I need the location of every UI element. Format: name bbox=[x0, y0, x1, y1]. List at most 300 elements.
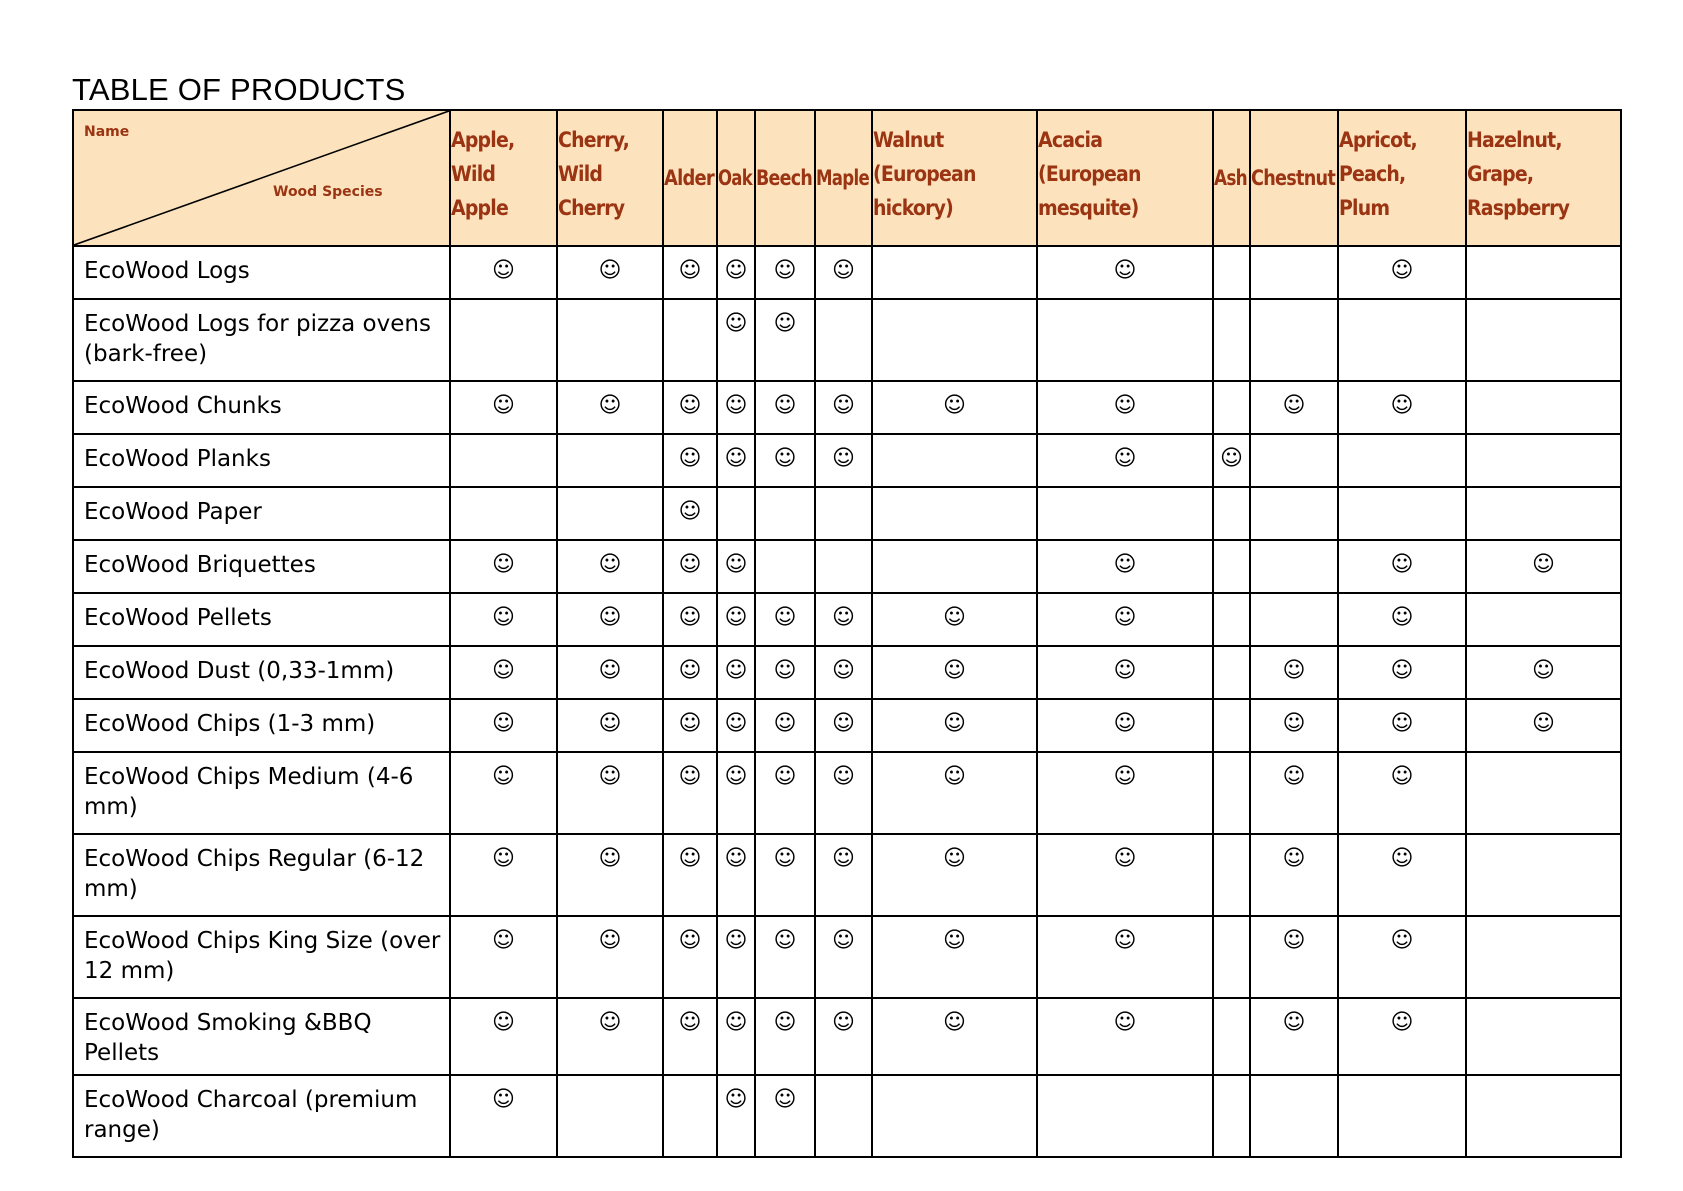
availability-cell bbox=[1037, 381, 1213, 434]
table-row bbox=[73, 593, 1621, 646]
availability-cell bbox=[755, 434, 815, 487]
column-header-label: Walnut (European hickory) bbox=[873, 128, 976, 220]
availability-cell bbox=[450, 299, 557, 381]
smiley-icon: ☺ bbox=[832, 1010, 855, 1035]
smiley-icon: ☺ bbox=[832, 846, 855, 871]
availability-cell bbox=[872, 381, 1037, 434]
smiley-icon: ☺ bbox=[832, 258, 855, 283]
corner-header-cell bbox=[73, 110, 450, 246]
page-title: TABLE OF PRODUCTS bbox=[72, 72, 406, 107]
column-header bbox=[450, 110, 557, 246]
availability-cell bbox=[1213, 540, 1250, 593]
availability-cell bbox=[1213, 699, 1250, 752]
smiley-icon: ☺ bbox=[943, 711, 966, 736]
smiley-icon: ☺ bbox=[724, 605, 748, 630]
smiley-icon: ☺ bbox=[832, 764, 855, 789]
smiley-icon: ☺ bbox=[1113, 258, 1137, 283]
smiley-icon: ☺ bbox=[1390, 258, 1414, 283]
availability-cell bbox=[663, 916, 717, 998]
smiley-icon: ☺ bbox=[1390, 552, 1414, 577]
column-header bbox=[755, 110, 815, 246]
corner-row-header-label: Name bbox=[84, 124, 130, 140]
column-header bbox=[1250, 110, 1338, 246]
diagonal-divider bbox=[74, 111, 449, 245]
availability-cell bbox=[557, 1075, 663, 1157]
smiley-icon: ☺ bbox=[773, 446, 797, 471]
availability-cell bbox=[557, 381, 663, 434]
availability-cell bbox=[1250, 381, 1338, 434]
availability-cell bbox=[872, 246, 1037, 299]
availability-cell bbox=[1250, 434, 1338, 487]
smiley-icon: ☺ bbox=[1282, 764, 1306, 789]
column-header-label: Chestnut bbox=[1251, 166, 1336, 190]
availability-cell bbox=[1250, 593, 1338, 646]
smiley-icon: ☺ bbox=[598, 393, 622, 418]
table-row bbox=[73, 646, 1621, 699]
smiley-icon: ☺ bbox=[724, 846, 748, 871]
product-name-cell: EcoWood Planks bbox=[73, 434, 450, 487]
availability-cell bbox=[663, 699, 717, 752]
header-row bbox=[73, 110, 1621, 246]
smiley-icon: ☺ bbox=[492, 658, 515, 683]
smiley-icon: ☺ bbox=[724, 711, 748, 736]
availability-cell bbox=[872, 487, 1037, 540]
smiley-icon: ☺ bbox=[1390, 846, 1414, 871]
smiley-icon: ☺ bbox=[1282, 658, 1306, 683]
table-row bbox=[73, 699, 1621, 752]
availability-cell bbox=[1213, 434, 1250, 487]
availability-cell bbox=[1037, 593, 1213, 646]
smiley-icon: ☺ bbox=[1282, 393, 1306, 418]
smiley-icon: ☺ bbox=[773, 393, 797, 418]
availability-cell bbox=[1466, 487, 1621, 540]
availability-cell bbox=[815, 916, 872, 998]
availability-cell bbox=[1338, 916, 1466, 998]
column-header bbox=[1213, 110, 1250, 246]
availability-cell bbox=[1250, 998, 1338, 1075]
availability-cell bbox=[755, 646, 815, 699]
product-name-cell: EcoWood Charcoal (premium range) bbox=[73, 1075, 450, 1157]
smiley-icon: ☺ bbox=[492, 1087, 515, 1112]
availability-cell bbox=[663, 998, 717, 1075]
smiley-icon: ☺ bbox=[832, 393, 855, 418]
column-header-label: Maple bbox=[816, 166, 870, 190]
smiley-icon: ☺ bbox=[1113, 605, 1137, 630]
availability-cell bbox=[663, 434, 717, 487]
table-body bbox=[73, 246, 1621, 1157]
smiley-icon: ☺ bbox=[1390, 605, 1414, 630]
smiley-icon: ☺ bbox=[943, 846, 966, 871]
product-name-cell: EcoWood Chips King Size (over 12 mm) bbox=[73, 916, 450, 998]
smiley-icon: ☺ bbox=[773, 928, 797, 953]
smiley-icon: ☺ bbox=[1390, 711, 1414, 736]
availability-cell bbox=[1250, 246, 1338, 299]
availability-cell bbox=[815, 998, 872, 1075]
smiley-icon: ☺ bbox=[724, 1010, 748, 1035]
smiley-icon: ☺ bbox=[678, 846, 702, 871]
column-header-label: Ash bbox=[1214, 166, 1247, 190]
smiley-icon: ☺ bbox=[678, 499, 702, 524]
availability-cell bbox=[663, 1075, 717, 1157]
availability-cell bbox=[755, 752, 815, 834]
availability-cell bbox=[1250, 299, 1338, 381]
smiley-icon: ☺ bbox=[678, 711, 702, 736]
availability-cell bbox=[815, 834, 872, 916]
smiley-icon: ☺ bbox=[724, 393, 748, 418]
availability-cell bbox=[1213, 487, 1250, 540]
availability-cell bbox=[717, 593, 755, 646]
availability-cell bbox=[1338, 646, 1466, 699]
availability-cell bbox=[557, 752, 663, 834]
column-header-label: Apple, Wild Apple bbox=[451, 128, 515, 220]
column-header-label: Cherry, Wild Cherry bbox=[558, 128, 630, 220]
availability-cell bbox=[450, 246, 557, 299]
table-row bbox=[73, 434, 1621, 487]
availability-cell bbox=[717, 299, 755, 381]
availability-cell bbox=[1037, 646, 1213, 699]
availability-cell bbox=[755, 299, 815, 381]
product-name-cell: EcoWood Pellets bbox=[73, 593, 450, 646]
availability-cell bbox=[663, 593, 717, 646]
availability-cell bbox=[1466, 646, 1621, 699]
availability-cell bbox=[755, 998, 815, 1075]
table-row bbox=[73, 998, 1621, 1075]
availability-cell bbox=[755, 246, 815, 299]
column-header-label: Apricot, Peach, Plum bbox=[1339, 128, 1417, 220]
availability-cell bbox=[717, 699, 755, 752]
smiley-icon: ☺ bbox=[773, 1087, 797, 1112]
availability-cell bbox=[1213, 834, 1250, 916]
smiley-icon: ☺ bbox=[678, 258, 702, 283]
product-name-cell: EcoWood Chips (1-3 mm) bbox=[73, 699, 450, 752]
availability-cell bbox=[755, 593, 815, 646]
smiley-icon: ☺ bbox=[832, 711, 855, 736]
availability-cell bbox=[815, 487, 872, 540]
smiley-icon: ☺ bbox=[943, 658, 966, 683]
availability-cell bbox=[663, 646, 717, 699]
smiley-icon: ☺ bbox=[943, 605, 966, 630]
availability-cell bbox=[450, 916, 557, 998]
availability-cell bbox=[872, 916, 1037, 998]
availability-cell bbox=[557, 834, 663, 916]
table-row bbox=[73, 487, 1621, 540]
availability-cell bbox=[557, 916, 663, 998]
availability-cell bbox=[755, 834, 815, 916]
availability-cell bbox=[557, 434, 663, 487]
availability-cell bbox=[1466, 1075, 1621, 1157]
table-row bbox=[73, 381, 1621, 434]
availability-cell bbox=[450, 434, 557, 487]
availability-cell bbox=[450, 998, 557, 1075]
availability-cell bbox=[1466, 593, 1621, 646]
availability-cell bbox=[450, 1075, 557, 1157]
availability-cell bbox=[815, 381, 872, 434]
smiley-icon: ☺ bbox=[773, 846, 797, 871]
product-name-cell: EcoWood Chips Medium (4-6 mm) bbox=[73, 752, 450, 834]
availability-cell bbox=[1338, 246, 1466, 299]
smiley-icon: ☺ bbox=[598, 658, 622, 683]
column-header bbox=[1037, 110, 1213, 246]
smiley-icon: ☺ bbox=[678, 605, 702, 630]
table-row bbox=[73, 246, 1621, 299]
availability-cell bbox=[557, 593, 663, 646]
availability-cell bbox=[1338, 1075, 1466, 1157]
availability-cell bbox=[717, 998, 755, 1075]
availability-cell bbox=[663, 540, 717, 593]
availability-cell bbox=[557, 299, 663, 381]
availability-cell bbox=[663, 487, 717, 540]
availability-cell bbox=[717, 487, 755, 540]
availability-cell bbox=[1466, 246, 1621, 299]
availability-cell bbox=[815, 646, 872, 699]
smiley-icon: ☺ bbox=[1532, 711, 1555, 736]
corner-column-header-label: Wood Species bbox=[273, 184, 383, 200]
products-table bbox=[72, 109, 1622, 1158]
smiley-icon: ☺ bbox=[492, 393, 515, 418]
availability-cell bbox=[1250, 916, 1338, 998]
smiley-icon: ☺ bbox=[773, 658, 797, 683]
availability-cell bbox=[1037, 834, 1213, 916]
availability-cell bbox=[450, 834, 557, 916]
product-name-cell: EcoWood Smoking &BBQ Pellets bbox=[73, 998, 450, 1075]
smiley-icon: ☺ bbox=[1282, 711, 1306, 736]
availability-cell bbox=[1338, 593, 1466, 646]
smiley-icon: ☺ bbox=[773, 605, 797, 630]
smiley-icon: ☺ bbox=[724, 928, 748, 953]
availability-cell bbox=[450, 540, 557, 593]
table-row bbox=[73, 1075, 1621, 1157]
availability-cell bbox=[557, 699, 663, 752]
availability-cell bbox=[815, 1075, 872, 1157]
smiley-icon: ☺ bbox=[1113, 711, 1137, 736]
availability-cell bbox=[1338, 834, 1466, 916]
smiley-icon: ☺ bbox=[678, 446, 702, 471]
availability-cell bbox=[557, 998, 663, 1075]
availability-cell bbox=[1037, 487, 1213, 540]
smiley-icon: ☺ bbox=[1113, 446, 1137, 471]
column-header-label: Hazelnut, Grape, Raspberry bbox=[1467, 128, 1570, 220]
smiley-icon: ☺ bbox=[598, 552, 622, 577]
availability-cell bbox=[1037, 998, 1213, 1075]
column-header bbox=[717, 110, 755, 246]
availability-cell bbox=[1250, 834, 1338, 916]
smiley-icon: ☺ bbox=[678, 658, 702, 683]
smiley-icon: ☺ bbox=[773, 311, 797, 336]
availability-cell bbox=[872, 593, 1037, 646]
availability-cell bbox=[1466, 381, 1621, 434]
availability-cell bbox=[717, 246, 755, 299]
column-header-label: Acacia (European mesquite) bbox=[1038, 128, 1141, 220]
availability-cell bbox=[1466, 699, 1621, 752]
product-name-cell: EcoWood Paper bbox=[73, 487, 450, 540]
availability-cell bbox=[1037, 434, 1213, 487]
smiley-icon: ☺ bbox=[598, 928, 622, 953]
availability-cell bbox=[1466, 916, 1621, 998]
availability-cell bbox=[815, 752, 872, 834]
smiley-icon: ☺ bbox=[773, 258, 797, 283]
availability-cell bbox=[1466, 752, 1621, 834]
smiley-icon: ☺ bbox=[943, 393, 966, 418]
smiley-icon: ☺ bbox=[492, 605, 515, 630]
availability-cell bbox=[815, 434, 872, 487]
product-name-cell: EcoWood Logs bbox=[73, 246, 450, 299]
smiley-icon: ☺ bbox=[1113, 552, 1137, 577]
availability-cell bbox=[1213, 593, 1250, 646]
smiley-icon: ☺ bbox=[492, 711, 515, 736]
smiley-icon: ☺ bbox=[724, 658, 748, 683]
smiley-icon: ☺ bbox=[598, 605, 622, 630]
availability-cell bbox=[1250, 487, 1338, 540]
smiley-icon: ☺ bbox=[1282, 928, 1306, 953]
availability-cell bbox=[1213, 646, 1250, 699]
availability-cell bbox=[1213, 752, 1250, 834]
availability-cell bbox=[557, 487, 663, 540]
availability-cell bbox=[450, 699, 557, 752]
availability-cell bbox=[1213, 1075, 1250, 1157]
availability-cell bbox=[1037, 699, 1213, 752]
smiley-icon: ☺ bbox=[773, 711, 797, 736]
table-row bbox=[73, 299, 1621, 381]
smiley-icon: ☺ bbox=[492, 258, 515, 283]
smiley-icon: ☺ bbox=[773, 1010, 797, 1035]
availability-cell bbox=[1338, 381, 1466, 434]
availability-cell bbox=[872, 646, 1037, 699]
table-row bbox=[73, 834, 1621, 916]
availability-cell bbox=[1037, 752, 1213, 834]
availability-cell bbox=[1213, 246, 1250, 299]
smiley-icon: ☺ bbox=[598, 764, 622, 789]
availability-cell bbox=[755, 916, 815, 998]
availability-cell bbox=[663, 381, 717, 434]
smiley-icon: ☺ bbox=[678, 928, 702, 953]
availability-cell bbox=[717, 540, 755, 593]
availability-cell bbox=[1037, 1075, 1213, 1157]
availability-cell bbox=[717, 1075, 755, 1157]
availability-cell bbox=[557, 540, 663, 593]
availability-cell bbox=[1338, 998, 1466, 1075]
table-row bbox=[73, 540, 1621, 593]
smiley-icon: ☺ bbox=[832, 605, 855, 630]
smiley-icon: ☺ bbox=[598, 846, 622, 871]
table-row bbox=[73, 752, 1621, 834]
smiley-icon: ☺ bbox=[678, 552, 702, 577]
column-header-label: Oak bbox=[718, 166, 752, 190]
availability-cell bbox=[1037, 916, 1213, 998]
availability-cell bbox=[1338, 299, 1466, 381]
column-header bbox=[557, 110, 663, 246]
column-header bbox=[663, 110, 717, 246]
smiley-icon: ☺ bbox=[1532, 658, 1555, 683]
availability-cell bbox=[1037, 246, 1213, 299]
smiley-icon: ☺ bbox=[724, 764, 748, 789]
availability-cell bbox=[1466, 834, 1621, 916]
availability-cell bbox=[872, 834, 1037, 916]
smiley-icon: ☺ bbox=[678, 393, 702, 418]
smiley-icon: ☺ bbox=[1390, 658, 1414, 683]
smiley-icon: ☺ bbox=[1113, 764, 1137, 789]
availability-cell bbox=[872, 998, 1037, 1075]
availability-cell bbox=[717, 381, 755, 434]
column-header bbox=[1338, 110, 1466, 246]
smiley-icon: ☺ bbox=[724, 311, 748, 336]
availability-cell bbox=[450, 752, 557, 834]
smiley-icon: ☺ bbox=[832, 928, 855, 953]
availability-cell bbox=[1213, 916, 1250, 998]
availability-cell bbox=[872, 1075, 1037, 1157]
availability-cell bbox=[872, 752, 1037, 834]
availability-cell bbox=[872, 699, 1037, 752]
availability-cell bbox=[755, 487, 815, 540]
availability-cell bbox=[1250, 646, 1338, 699]
column-header bbox=[872, 110, 1037, 246]
availability-cell bbox=[755, 699, 815, 752]
smiley-icon: ☺ bbox=[724, 552, 748, 577]
column-header bbox=[1466, 110, 1621, 246]
availability-cell bbox=[815, 699, 872, 752]
product-name-cell: EcoWood Dust (0,33-1mm) bbox=[73, 646, 450, 699]
smiley-icon: ☺ bbox=[492, 846, 515, 871]
availability-cell bbox=[755, 381, 815, 434]
availability-cell bbox=[872, 540, 1037, 593]
column-header bbox=[815, 110, 872, 246]
availability-cell bbox=[815, 593, 872, 646]
smiley-icon: ☺ bbox=[492, 764, 515, 789]
availability-cell bbox=[1213, 998, 1250, 1075]
smiley-icon: ☺ bbox=[678, 1010, 702, 1035]
availability-cell bbox=[755, 1075, 815, 1157]
availability-cell bbox=[663, 834, 717, 916]
smiley-icon: ☺ bbox=[598, 1010, 622, 1035]
smiley-icon: ☺ bbox=[678, 764, 702, 789]
availability-cell bbox=[450, 646, 557, 699]
smiley-icon: ☺ bbox=[1113, 1010, 1137, 1035]
availability-cell bbox=[1250, 699, 1338, 752]
smiley-icon: ☺ bbox=[598, 711, 622, 736]
smiley-icon: ☺ bbox=[1282, 846, 1306, 871]
smiley-icon: ☺ bbox=[1113, 846, 1137, 871]
smiley-icon: ☺ bbox=[1220, 446, 1243, 471]
availability-cell bbox=[1466, 998, 1621, 1075]
availability-cell bbox=[815, 246, 872, 299]
availability-cell bbox=[1250, 540, 1338, 593]
smiley-icon: ☺ bbox=[1390, 928, 1414, 953]
smiley-icon: ☺ bbox=[832, 446, 855, 471]
availability-cell bbox=[1338, 434, 1466, 487]
availability-cell bbox=[717, 834, 755, 916]
product-name-cell: EcoWood Logs for pizza ovens (bark-free) bbox=[73, 299, 450, 381]
availability-cell bbox=[1466, 434, 1621, 487]
availability-cell bbox=[1338, 487, 1466, 540]
availability-cell bbox=[1338, 699, 1466, 752]
availability-cell bbox=[663, 752, 717, 834]
availability-cell bbox=[717, 916, 755, 998]
availability-cell bbox=[1213, 381, 1250, 434]
availability-cell bbox=[1250, 752, 1338, 834]
product-name-cell: EcoWood Chips Regular (6-12 mm) bbox=[73, 834, 450, 916]
smiley-icon: ☺ bbox=[724, 446, 748, 471]
availability-cell bbox=[717, 646, 755, 699]
smiley-icon: ☺ bbox=[1390, 393, 1414, 418]
availability-cell bbox=[663, 246, 717, 299]
availability-cell bbox=[663, 299, 717, 381]
smiley-icon: ☺ bbox=[1113, 658, 1137, 683]
availability-cell bbox=[1338, 752, 1466, 834]
availability-cell bbox=[815, 540, 872, 593]
smiley-icon: ☺ bbox=[1532, 552, 1555, 577]
product-name-cell: EcoWood Briquettes bbox=[73, 540, 450, 593]
smiley-icon: ☺ bbox=[1113, 393, 1137, 418]
availability-cell bbox=[1037, 540, 1213, 593]
